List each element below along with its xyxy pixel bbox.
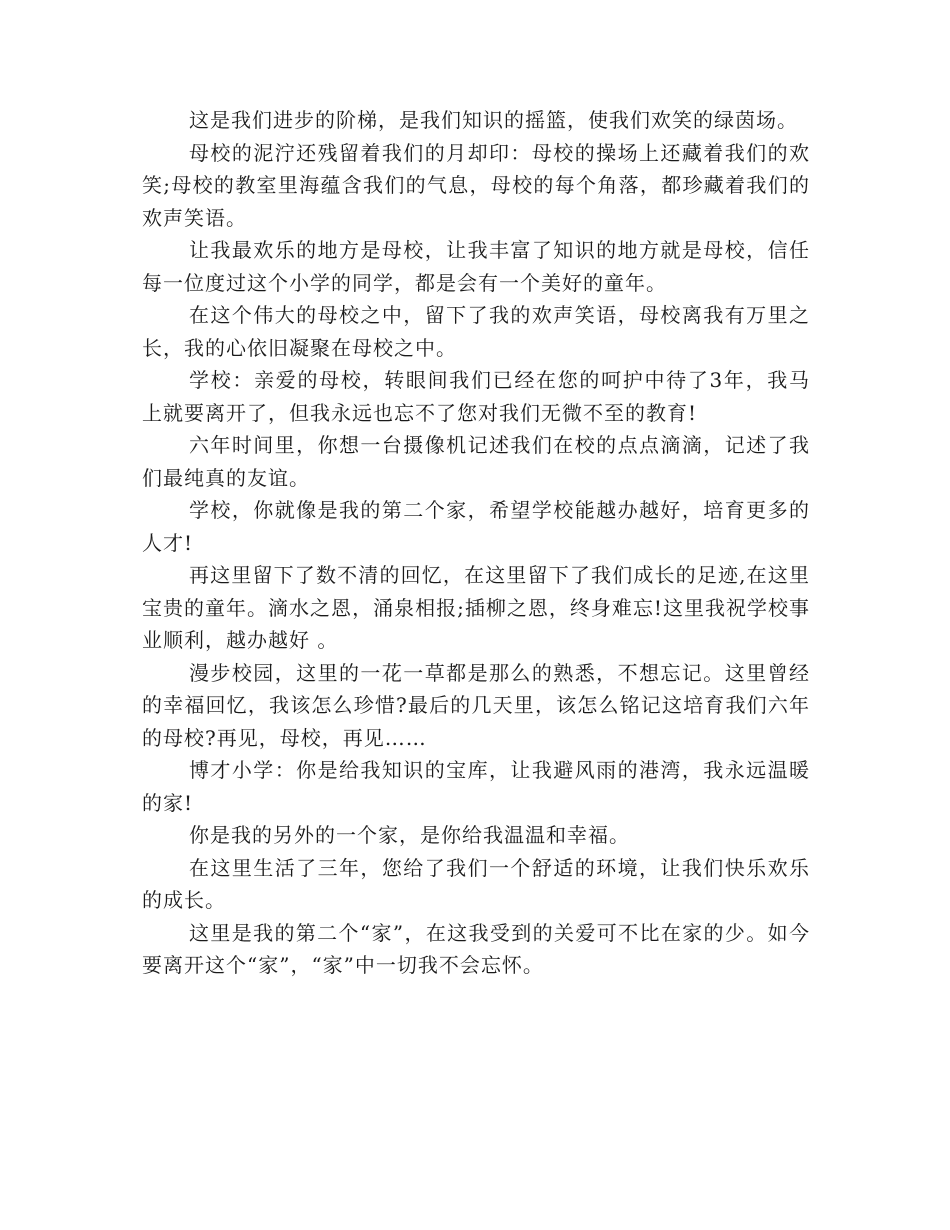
paragraph: 母校的泥泞还残留着我们的月却印：母校的操场上还藏着我们的欢笑;母校的教室里海蕴含我们的气息，母校的每个角落，都珍藏着我们的欢声笑语。: [142, 140, 810, 230]
paragraph: 让我最欢乐的地方是母校，让我丰富了知识的地方就是母校，信任每一位度过这个小学的同学，都是会有一个美好的童年。: [142, 238, 810, 295]
paragraph: 博才小学：你是给我知识的宝库，让我避风雨的港湾，我永远温暖的家!: [142, 758, 810, 815]
paragraph: 在这里生活了三年，您给了我们一个舒适的环境，让我们快乐欢乐的成长。: [142, 855, 810, 912]
paragraph: 学校，你就像是我的第二个家，希望学校能越办越好，培育更多的人才!: [142, 498, 810, 555]
paragraph: 在这个伟大的母校之中，留下了我的欢声笑语，母校离我有万里之长，我的心依旧凝聚在母校之中。: [142, 303, 810, 360]
paragraph: 漫步校园，这里的一花一草都是那么的熟悉，不想忘记。这里曾经的幸福回忆，我该怎么珍惜?最后的几天里，该怎么铭记这培育我们六年的母校?再见，母校，再见……: [142, 660, 810, 750]
paragraph: 再这里留下了数不清的回忆，在这里留下了我们成长的足迹,在这里宝贵的童年。滴水之恩，涌泉相报;插柳之恩，终身难忘!这里我祝学校事业顺利，越办越好 。: [142, 563, 810, 652]
paragraph: 这是我们进步的阶梯，是我们知识的摇篮，使我们欢笑的绿茵场。: [189, 108, 798, 132]
paragraph: 学校：亲爱的母校，转眼间我们已经在您的呵护中待了3年，我马上就要离开了，但我永远也忘不了您对我们无微不至的教育!: [142, 368, 810, 425]
paragraph: 你是我的另外的一个家，是你给我温温和幸福。: [189, 823, 630, 847]
paragraph: 六年时间里，你想一台摄像机记述我们在校的点点滴滴，记述了我们最纯真的友谊。: [142, 433, 810, 490]
document-page: [142, 104, 810, 982]
paragraph: 这里是我的第二个“家”，在这我受到的关爱可不比在家的少。如今要离开这个“家”，“家”中一切我不会忘怀。: [142, 920, 810, 977]
